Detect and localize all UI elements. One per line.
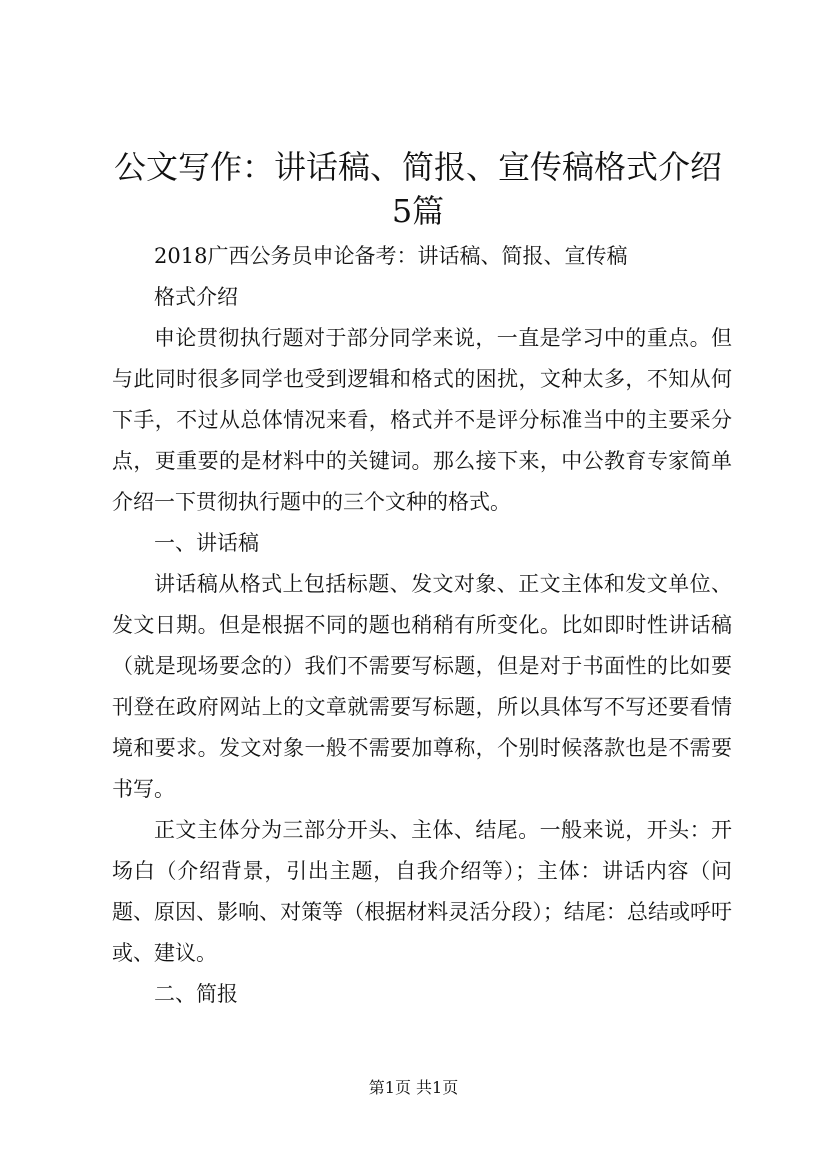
document-body	[112, 236, 732, 1015]
paragraph-intro: 申论贯彻执行题对于部分同学来说，一直是学习中的重点。但与此同时很多同学也受到逻辑和格式的困扰，文种太多，不知从何下手，不过从总体情况来看，格式并不是评分标准当中的主要采分点，更重要的是材料中的关键词。那么接下来，中公教育专家简单介绍一下贯彻执行题中的三个文种的格式。	[112, 326, 732, 514]
document-title: 公文写作：讲话稿、简报、宣传稿格式介绍5篇	[113, 148, 722, 230]
section-heading-brief: 二、简报	[154, 982, 238, 1006]
paragraph-format-intro: 格式介绍	[154, 285, 238, 309]
paragraph-speech-body: 正文主体分为三部分开头、主体、结尾。一般来说，开头：开场白（介绍背景，引出主题，自我介绍等）；主体：讲话内容（问题、原因、影响、对策等（根据材料灵活分段）；结尾：总结或呼吁或、建议。	[112, 818, 732, 965]
section-heading-speech: 一、讲话稿	[154, 531, 259, 555]
paragraph-speech-format: 讲话稿从格式上包括标题、发文对象、正文主体和发文单位、发文日期。但是根据不同的题也稍稍有所变化。比如即时性讲话稿（就是现场要念的）我们不需要写标题，但是对于书面性的比如要刊登在政府网站上的文章就需要写标题，所以具体写不写还要看情境和要求。发文对象一般不需要加尊称，个别时候落款也是不需要书写。	[112, 572, 732, 801]
page-footer: 第1页 共1页	[368, 1078, 459, 1097]
paragraph-exam-subtitle: 2018广西公务员申论备考：讲话稿、简报、宣传稿	[154, 244, 628, 268]
